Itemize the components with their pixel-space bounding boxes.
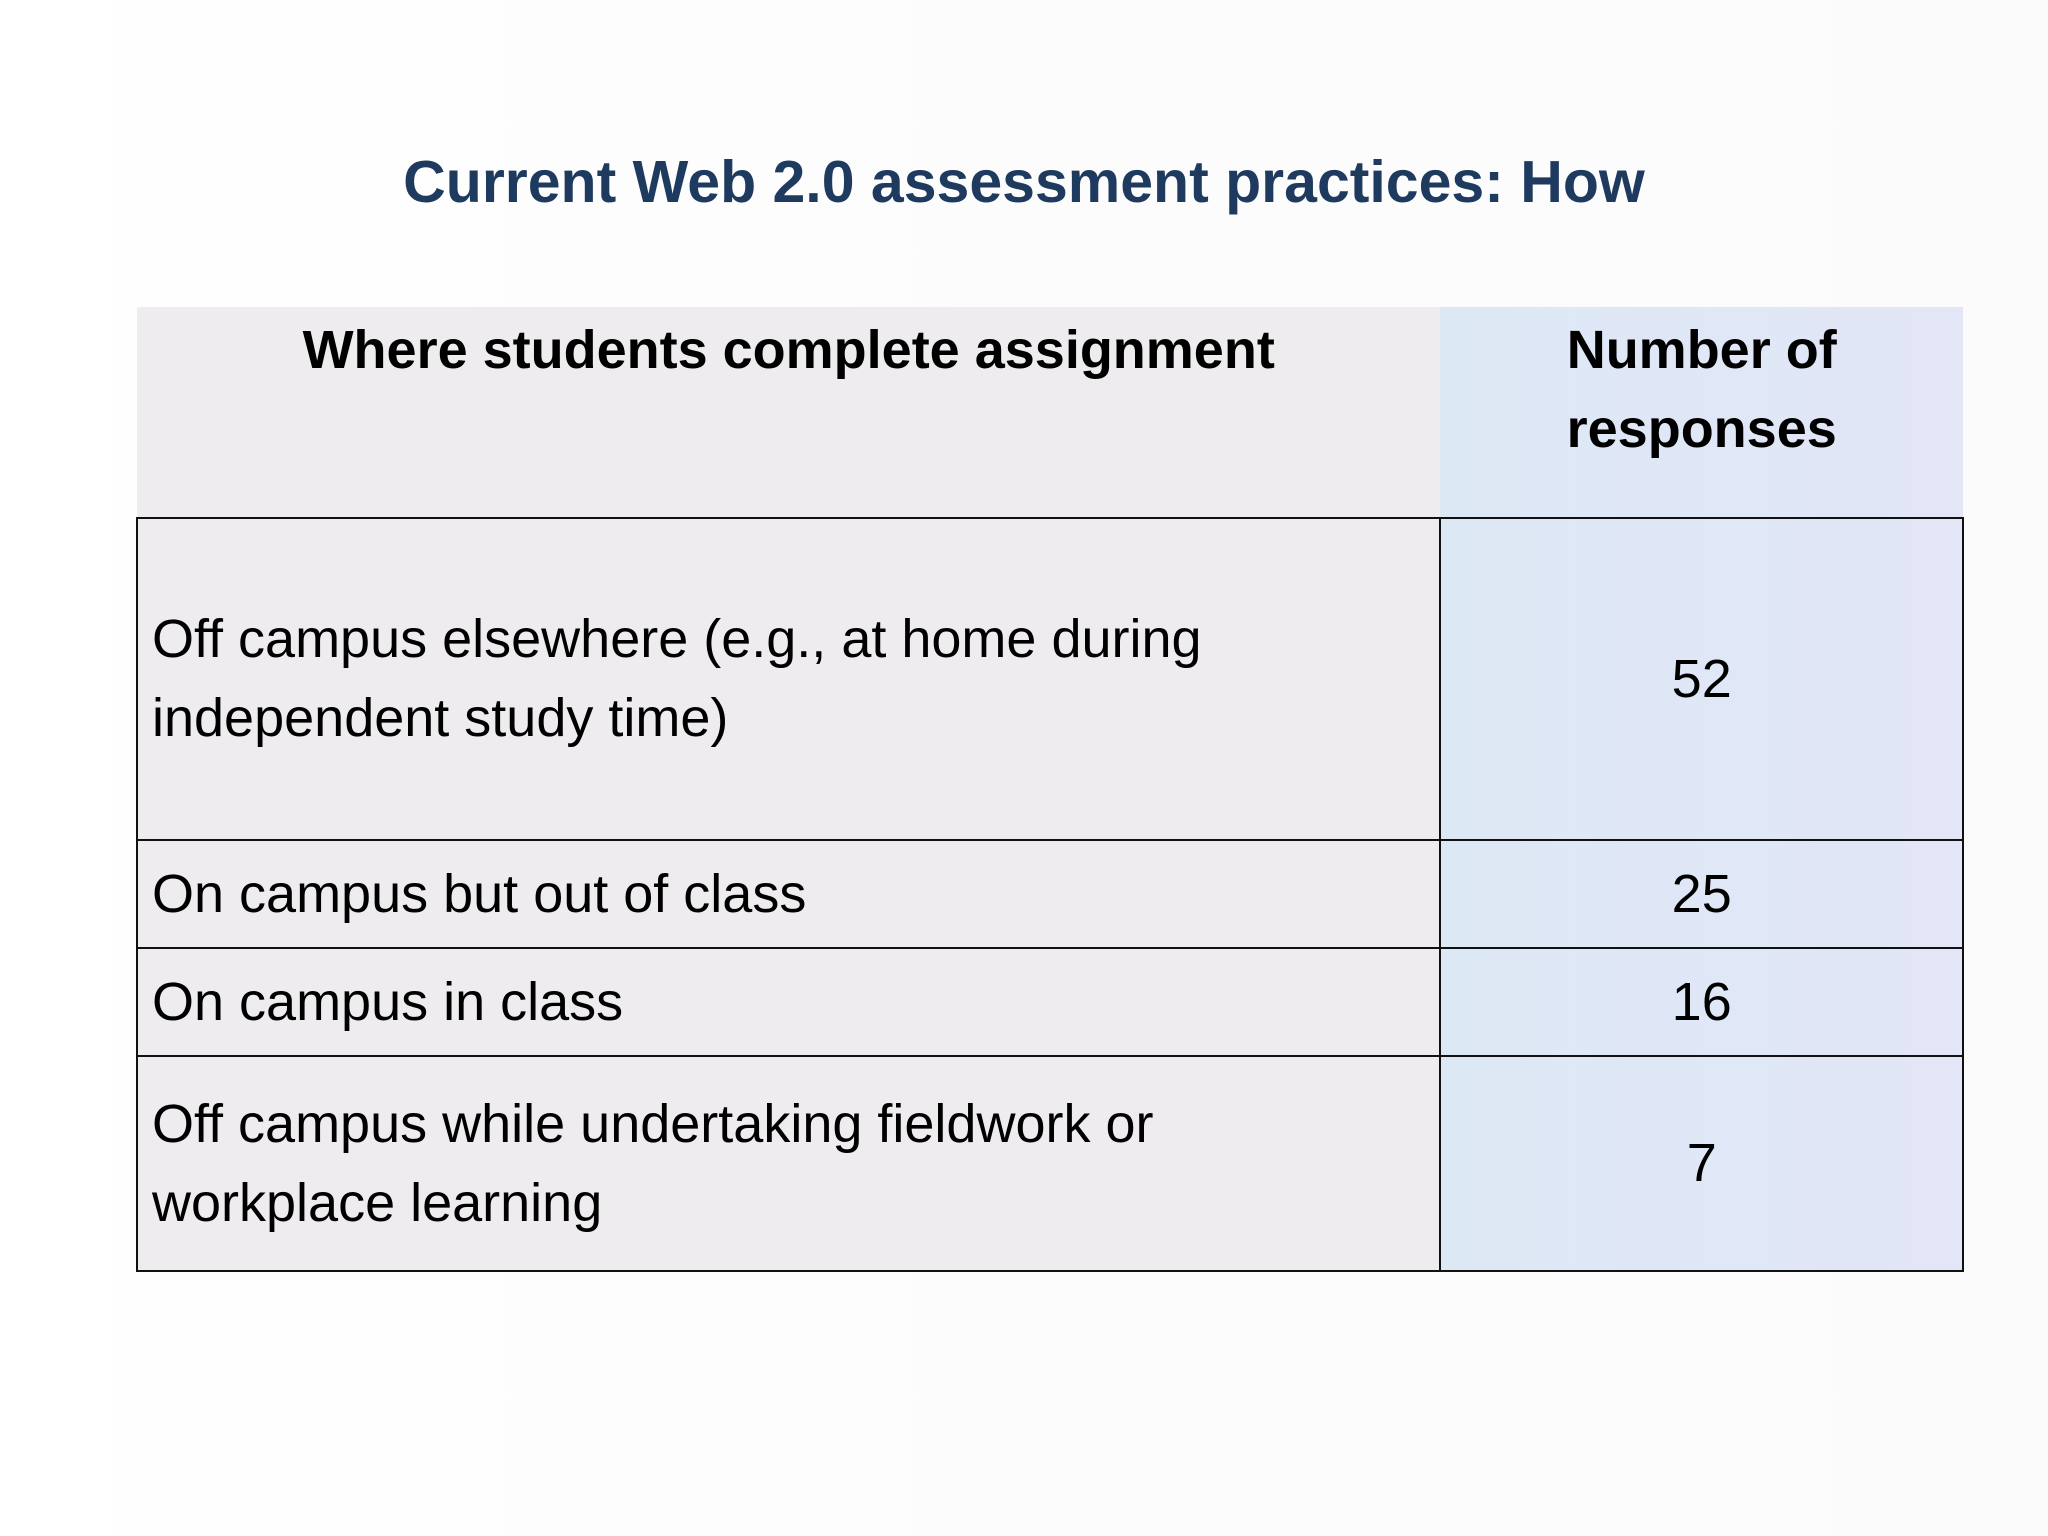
responses-table <box>136 307 1964 1272</box>
slide-title: Current Web 2.0 assessment practices: How <box>403 149 1645 215</box>
table-row <box>137 518 1963 840</box>
row-responses: 52 <box>1440 518 1963 840</box>
row-location-cell <box>137 1056 1440 1271</box>
row-location-cell <box>137 518 1440 840</box>
table-row <box>137 1056 1963 1271</box>
row-responses: 25 <box>1440 840 1963 948</box>
row-location: Off campus while undertaking fieldwork or workplace learning <box>152 1093 1154 1233</box>
header-responses <box>1440 307 1963 518</box>
table-row <box>137 948 1963 1056</box>
header-responses-label: Number of responses <box>1566 320 1837 459</box>
row-location: On campus but out of class <box>137 840 1440 948</box>
row-responses: 16 <box>1440 948 1963 1056</box>
table-header-row <box>137 307 1963 518</box>
row-responses: 7 <box>1440 1056 1963 1271</box>
row-location: Off campus elsewhere (e.g., at home during independent study time) <box>152 609 1202 748</box>
table-row <box>137 840 1963 948</box>
row-location: On campus in class <box>137 948 1440 1056</box>
header-location: Where students complete assignment <box>137 307 1440 518</box>
